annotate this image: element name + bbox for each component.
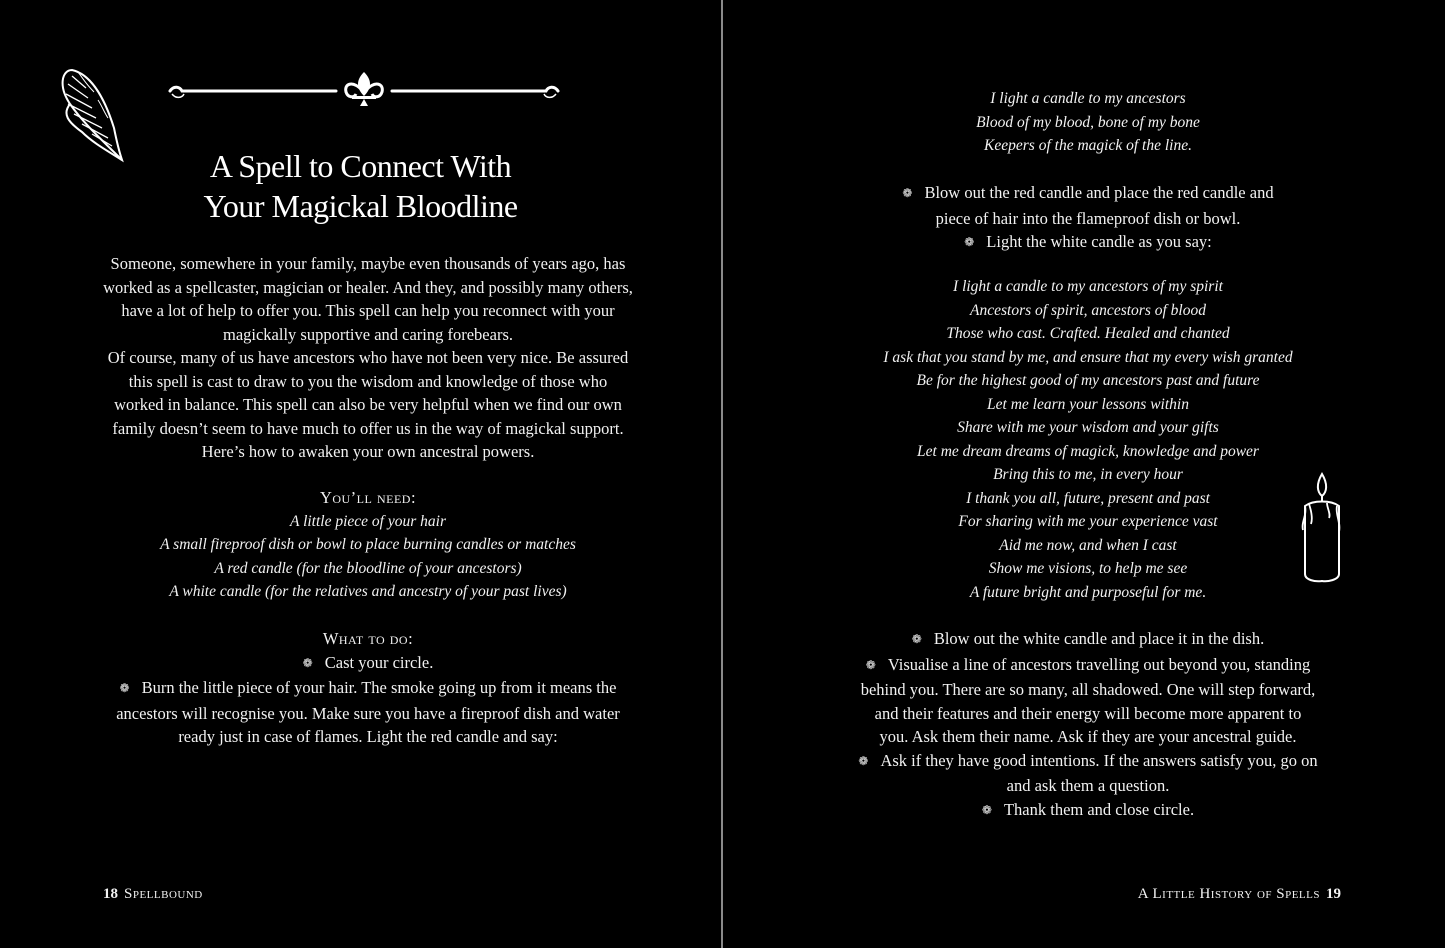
verse-line: A future bright and purposeful for me. (969, 583, 1207, 601)
verse-line: Aid me now, and when I cast (999, 536, 1177, 554)
verse-line: Let me dream dreams of magick, knowledge and power (917, 442, 1259, 460)
steps-visualise (838, 627, 1338, 823)
verse-line: Blood of my blood, bone of my bone (976, 113, 1200, 131)
title-line: A Spell to Connect With (209, 148, 512, 184)
intro-line: Someone, somewhere in your family, maybe even thousands of years ago, has (110, 254, 626, 273)
section-title: A Little History of Spells (1137, 886, 1320, 902)
flower-bullet-icon: ❁ (981, 802, 992, 817)
step-ask-intentions (838, 749, 1338, 775)
step-blow-red (838, 181, 1338, 207)
verse-ancestors-spirit (838, 275, 1338, 604)
verse-line: I ask that you stand by me, and ensure that my every wish granted (883, 348, 1293, 366)
verse-line: Show me visions, to help me see (988, 560, 1188, 577)
flower-bullet-icon: ❁ (911, 632, 922, 646)
step-text: piece of hair into the flameproof dish or bowl. (935, 208, 1241, 228)
book-title: Spellbound (124, 886, 203, 902)
needs-heading: You’ll need: (319, 488, 417, 507)
step-thank (838, 798, 1338, 824)
step-burn-hair (88, 676, 648, 702)
todo-heading: What to do: (322, 629, 414, 648)
verse-line: For sharing with me your experience vast (958, 513, 1218, 530)
step-blow-white (838, 627, 1338, 653)
footer-left (97, 886, 203, 903)
flower-bullet-icon: ❁ (858, 753, 869, 768)
verse-line: I light a candle to my ancestors of my spirit (953, 278, 1223, 295)
intro-line: Here’s how to awaken your own ancestral powers. (201, 442, 535, 461)
intro-line: magickally supportive and caring forebears. (222, 324, 513, 344)
step-text: Thank them and close circle. (1003, 799, 1195, 819)
intro-line: this spell is cast to draw to you the wisdom and knowledge of those who (128, 371, 608, 391)
right-page (723, 0, 1445, 948)
flower-bullet-icon: ❁ (302, 655, 313, 670)
step-text: Blow out the red candle and place the red candle and (924, 183, 1274, 202)
verse-line: Share with me your wisdom and your gifts (957, 419, 1219, 436)
footer-right (1138, 886, 1347, 903)
needs-section (88, 486, 648, 604)
step-text: ancestors will recognise you. Make sure you have a fireproof dish and water (116, 703, 620, 723)
step-text: Cast your circle. (324, 652, 434, 672)
verse-line: I thank you all, future, present and past (966, 489, 1210, 507)
flower-bullet-icon: ❁ (902, 186, 913, 200)
needs-item: A red candle (for the bloodline of your ancestors) (214, 559, 522, 577)
step-text: and their features and their energy will become more apparent to (874, 703, 1302, 723)
title-line: Your Magickal Bloodline (203, 188, 518, 224)
verse-line: Let me learn your lessons within (987, 395, 1189, 413)
page-number: 18 (103, 886, 118, 902)
needs-item: A small fireproof dish or bowl to place burning candles or matches (160, 536, 576, 553)
step-text: you. Ask them their name. Ask if they are your ancestral guide. (879, 727, 1297, 746)
needs-item: A little piece of your hair (290, 512, 446, 530)
steps-red-candle (838, 181, 1338, 256)
step-text: ready just in case of flames. Light the red candle and say: (178, 727, 558, 746)
verse-line: I light a candle to my ancestors (990, 90, 1186, 107)
step-cast-circle (88, 651, 648, 677)
flower-bullet-icon: ❁ (964, 235, 975, 249)
step-text: Visualise a line of ancestors travelling out beyond you, standing (887, 654, 1311, 674)
verse-line: Ancestors of spirit, ancestors of blood (970, 301, 1206, 319)
intro-line: worked as a spellcaster, magician or healer. And they, and possibly many others, (103, 277, 633, 297)
left-page (0, 0, 721, 948)
needs-item: A white candle (for the relatives and ancestry of your past lives) (169, 583, 567, 600)
intro-line: have a lot of help to offer you. This spell can help you reconnect with your (121, 301, 615, 320)
step-text: Light the white candle as you say: (986, 232, 1212, 251)
spell-title (0, 146, 721, 226)
intro-line: worked in balance. This spell can also be very helpful when we find our own (114, 395, 622, 414)
todo-section (88, 627, 648, 749)
verse-ancestors-blood (838, 87, 1338, 158)
page-number: 19 (1326, 886, 1341, 902)
step-text: behind you. There are so many, all shadowed. One will step forward, (860, 680, 1316, 699)
step-text: and ask them a question. (1006, 776, 1170, 795)
flower-bullet-icon: ❁ (119, 681, 130, 695)
step-light-white (838, 230, 1338, 256)
verse-line: Be for the highest good of my ancestors past and future (916, 372, 1260, 389)
intro-paragraph (88, 252, 648, 464)
step-text: Blow out the white candle and place it in the dish. (933, 629, 1265, 648)
verse-line: Keepers of the magick of the line. (984, 137, 1192, 154)
flower-bullet-icon: ❁ (865, 657, 876, 672)
candle-icon (1297, 470, 1347, 585)
intro-line: Of course, many of us have ancestors who have not been very nice. Be assured (107, 348, 629, 367)
verse-line: Bring this to me, in every hour (993, 466, 1183, 483)
step-text: Ask if they have good intentions. If the answers satisfy you, go on (880, 750, 1318, 770)
verse-line: Those who cast. Crafted. Healed and chanted (946, 325, 1230, 342)
intro-line: family doesn’t seem to have much to offer us in the way of magickal support. (112, 418, 624, 438)
step-text: Burn the little piece of your hair. The smoke going up from it means the (141, 678, 617, 697)
fleur-de-lis-divider-icon (168, 70, 560, 110)
step-visualise (838, 653, 1338, 679)
